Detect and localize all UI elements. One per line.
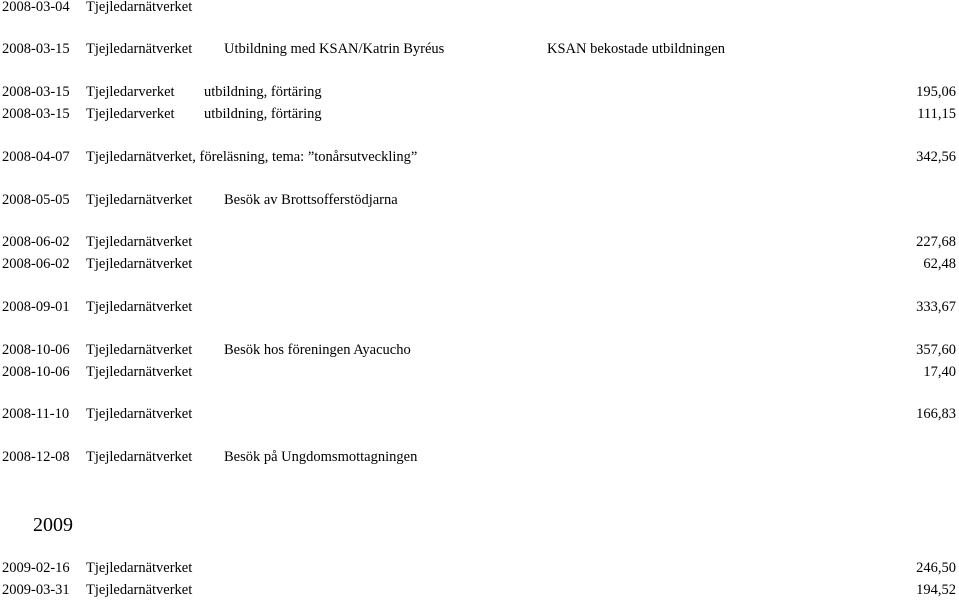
entry-amount: 166,83 [916, 406, 956, 422]
entry-date: 2008-10-06 [2, 342, 70, 358]
entry-date: 2008-03-15 [2, 84, 70, 100]
entry-row [2, 404, 956, 424]
entry-date: 2009-02-16 [2, 560, 70, 576]
entry-row [2, 447, 956, 467]
year-heading: 2009 [33, 514, 73, 536]
entry-date: 2008-04-07 [2, 149, 70, 165]
entry-organization: Tjejledarverket [86, 106, 175, 122]
entry-row [2, 82, 956, 102]
entry-description: Besök hos föreningen Ayacucho [224, 342, 411, 358]
entry-row [2, 39, 956, 59]
entry-row [2, 232, 956, 252]
entry-organization: Tjejledarnätverket [86, 406, 193, 422]
entry-date: 2008-09-01 [2, 299, 70, 315]
entry-description: Besök av Brottsofferstödjarna [224, 192, 398, 208]
entry-date: 2008-03-15 [2, 41, 70, 57]
entry-amount: 62,48 [923, 256, 956, 272]
entry-date: 2008-12-08 [2, 449, 70, 465]
entry-description: Utbildning med KSAN/Katrin Byréus [224, 41, 445, 57]
entry-organization: Tjejledarnätverket [86, 256, 193, 272]
entry-organization: Tjejledarnätverket [86, 560, 193, 576]
entry-description: Besök på Ungdomsmottagningen [224, 449, 418, 465]
entry-organization: Tjejledarverket [86, 84, 175, 100]
entry-row [2, 104, 956, 124]
entry-date: 2009-03-31 [2, 582, 70, 598]
entry-organization: Tjejledarnätverket [86, 342, 193, 358]
entry-date: 2008-03-04 [2, 0, 70, 15]
entry-organization: Tjejledarnätverket [86, 192, 193, 208]
entry-amount: 111,15 [917, 106, 956, 122]
entry-row [2, 580, 956, 600]
entry-amount: 17,40 [923, 364, 956, 380]
entry-organization: Tjejledarnätverket, föreläsning, tema: ”tonårsutveckling” [86, 149, 418, 165]
entry-row [2, 340, 956, 360]
entry-amount: 357,60 [916, 342, 956, 358]
entry-organization: Tjejledarnätverket [86, 41, 193, 57]
entry-amount: 195,06 [916, 84, 956, 100]
entry-date: 2008-03-15 [2, 106, 70, 122]
entry-description: utbildning, förtäring [204, 84, 322, 100]
entry-date: 2008-06-02 [2, 256, 70, 272]
entry-amount: 342,56 [916, 149, 956, 165]
entry-date: 2008-11-10 [2, 406, 70, 422]
entry-amount: 246,50 [916, 560, 956, 576]
entry-row [2, 558, 956, 578]
entry-amount: 333,67 [916, 299, 956, 315]
entry-date: 2008-10-06 [2, 364, 70, 380]
entry-organization: Tjejledarnätverket [86, 364, 193, 380]
entry-description: utbildning, förtäring [204, 106, 322, 122]
entry-organization: Tjejledarnätverket [86, 299, 193, 315]
entry-amount: 194,52 [916, 582, 956, 598]
entry-row [2, 297, 956, 317]
entry-organization: Tjejledarnätverket [86, 0, 193, 15]
entry-organization: Tjejledarnätverket [86, 582, 193, 598]
entry-organization: Tjejledarnätverket [86, 449, 193, 465]
entry-row [2, 147, 956, 167]
entry-row [2, 190, 956, 210]
entry-row [2, 254, 956, 274]
entry-date: 2008-06-02 [2, 234, 70, 250]
entry-organization: Tjejledarnätverket [86, 234, 193, 250]
entry-amount: 227,68 [916, 234, 956, 250]
entry-note: KSAN bekostade utbildningen [547, 41, 726, 57]
entry-row [2, 0, 956, 17]
entry-row [2, 362, 956, 382]
entry-date: 2008-05-05 [2, 192, 70, 208]
